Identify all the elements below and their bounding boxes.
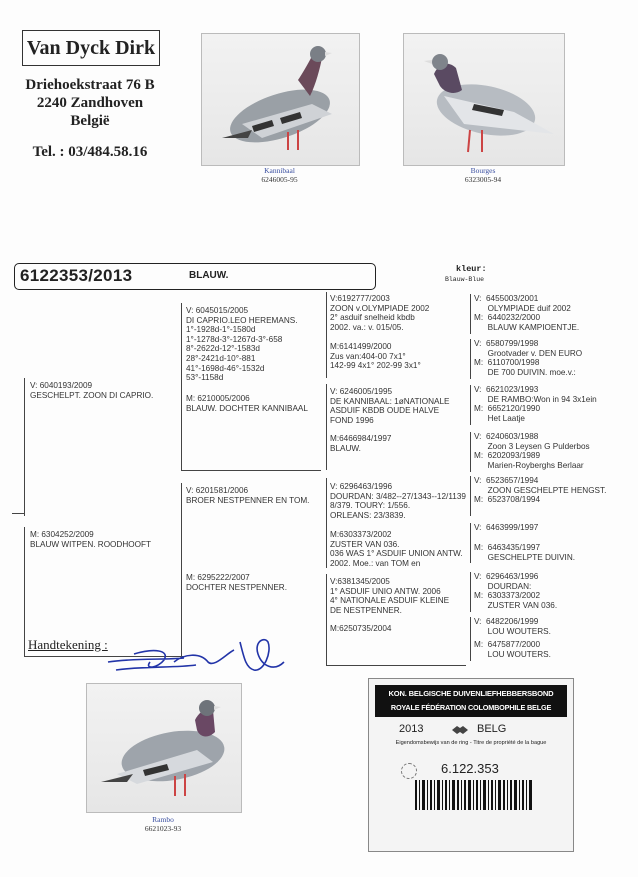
bracket-gen3-1 — [326, 292, 327, 378]
bracket-gen4-7 — [470, 572, 471, 612]
owner-city: 2240 Zandhoven — [36, 95, 144, 111]
gen4-5-m: M: 6523708/1994 — [474, 495, 541, 504]
bracket-gen3-4 — [326, 574, 327, 666]
owner-name: Van Dyck Dirk — [22, 30, 160, 66]
card-caption: Eigendomsbewijs van de ring - Titre de propriété de la bague — [395, 740, 547, 746]
gen3-3: V: 6246005/1995 DE KANNIBAAL: 1øNATIONALE ASDUIF KBDB OUDE HALVE FOND 1996 — [330, 387, 450, 425]
gen4-3-v: V: 6621023/1993 DE RAMBO:Won in 94 3x1ein — [474, 385, 597, 404]
barcode-icon — [415, 780, 535, 810]
ownership-card — [368, 678, 574, 852]
gen4-7-m: M: 6303373/2002 ZUSTER VAN 036. — [474, 591, 558, 610]
owner-country: België — [70, 113, 110, 129]
bracket-gen1-mid — [12, 513, 25, 514]
caption-rambo-ring: 6621023-93 — [144, 824, 182, 833]
gen4-6-m: M: 6463435/1997 GESCHELPTE DUIVIN. — [474, 543, 576, 562]
crest-icon — [451, 723, 469, 735]
gen2-fm: M: 6210005/2006 BLAUW. DOCHTER KANNIBAAL — [186, 394, 308, 413]
bracket-gen3-base — [326, 665, 466, 666]
gen4-8-v: V: 6482206/1999 LOU WOUTERS. — [474, 617, 551, 636]
bracket-gen2-a-base — [181, 470, 321, 471]
photo-kannibaal — [201, 33, 360, 166]
card-country: BELG — [477, 723, 507, 735]
gen1-mother: M: 6304252/2009 BLAUW WITPEN. ROODHOOFT — [30, 530, 151, 549]
gen4-3-m: M: 6652120/1990 Het Laatje — [474, 404, 541, 423]
caption-rambo — [86, 815, 240, 833]
owner-address — [10, 76, 170, 130]
bracket-gen2-b — [181, 483, 182, 656]
bracket-gen2-a — [181, 303, 182, 471]
gen4-4-m: M: 6202093/1989 Marien-Royberghs Berlaar — [474, 451, 584, 470]
gen4-6-v: V: 6463999/1997 — [474, 523, 539, 532]
signature-icon — [104, 632, 294, 678]
gen3-4: M:6466984/1997 BLAUW. — [330, 434, 392, 453]
subject-ring: 6122353/2013 — [20, 266, 133, 285]
caption-kannibaal-ring: 6246005-95 — [261, 175, 298, 184]
bracket-gen1-top — [24, 378, 25, 516]
gen3-6: M:6303373/2002 ZUSTER VAN 036. 036 WAS 1° ASDUIF UNION ANTW. 2002. Moe.: van TOM en — [330, 530, 463, 568]
caption-kannibaal — [201, 166, 358, 184]
bracket-gen4-4 — [470, 432, 471, 472]
gen4-1-m: M: 6440232/2000 BLAUW KAMPIOENTJE. — [474, 313, 580, 332]
signature-label: Handtekening : — [28, 637, 108, 652]
card-hole — [401, 763, 417, 779]
bracket-gen4-1 — [470, 294, 471, 334]
bracket-gen4-2 — [470, 339, 471, 379]
gen4-1-v: V: 6455003/2001 OLYMPIADE duif 2002 — [474, 294, 571, 313]
bracket-gen3-2 — [326, 384, 327, 470]
caption-bourges — [403, 166, 563, 184]
bracket-gen3-3 — [326, 478, 327, 568]
owner-street: Driehoekstraat 76 B — [25, 77, 155, 93]
owner-phone: Tel. : 03/484.58.16 — [32, 144, 148, 160]
photo-rambo — [86, 683, 242, 813]
gen4-2-v: V: 6580799/1998 Grootvader v. DEN EURO — [474, 339, 583, 358]
bracket-gen4-3 — [470, 385, 471, 425]
gen2-ff: V: 6045015/2005 DI CAPRIO.LEO HEREMANS. 1°-1928d-1°-1580d 1°-1278d-3°-1267d-3°-658 8°-2622d-12°-1583d 28°-2421d-10°-881 41°-1698d-46°-1532d 53°-1158d — [186, 306, 298, 383]
caption-bourges-name: Bourges — [470, 166, 496, 175]
gen2-mm: M: 6295222/2007 DOCHTER NESTPENNER. — [186, 573, 287, 592]
card-number: 6.122.353 — [441, 761, 499, 776]
bracket-gen4-6 — [470, 523, 471, 563]
gen3-2: M:6141499/2000 Zus van:404-00 7x1° 142-99 4x1° 202-99 3x1° — [330, 342, 421, 371]
card-line2: ROYALE FÉDÉRATION COLOMBOPHILE BELGE — [390, 703, 552, 712]
pigeon-kannibaal-icon — [202, 34, 359, 165]
gen3-7: V:6381345/2005 1° ASDUIF UNIO ANTW. 2006 4° NATIONALE ASDUIF KLEINE DE NESTPENNER. — [330, 577, 450, 615]
bracket-gen4-8 — [470, 617, 471, 661]
gen1-father: V: 6040193/2009 GESCHELPT. ZOON DI CAPRIO. — [30, 381, 154, 400]
kleur-label: kleur: — [456, 264, 487, 274]
photo-bourges — [403, 33, 565, 166]
gen4-4-v: V: 6240603/1988 Zoon 3 Leysen G Pulderbos — [474, 432, 590, 451]
kleur-value: Blauw-Blue — [445, 276, 485, 283]
gen4-2-m: M: 6110700/1998 DE 700 DUIVIN. moe.v.: — [474, 358, 576, 377]
pigeon-bourges-icon — [404, 34, 564, 165]
pigeon-rambo-icon — [87, 684, 241, 812]
gen4-8-m: M: 6475877/2000 LOU WOUTERS. — [474, 640, 551, 659]
caption-kannibaal-name: Kannibaal — [264, 166, 295, 175]
gen3-8: M:6250735/2004 — [330, 624, 392, 633]
caption-bourges-ring: 6323005-94 — [464, 175, 502, 184]
caption-rambo-name: Rambo — [152, 815, 174, 824]
gen4-5-v: V: 6523657/1994 ZOON GESCHELPTE HENGST. — [474, 476, 607, 495]
card-line1: KON. BELGISCHE DUIVENLIEFHEBBERSBOND — [388, 689, 554, 698]
gen4-7-v: V: 6296463/1996 DOURDAN: — [474, 572, 539, 591]
gen2-mf: V: 6201581/2006 BROER NESTPENNER EN TOM. — [186, 486, 310, 505]
subject-color: BLAUW. — [189, 270, 229, 281]
bracket-gen1-bottom — [24, 527, 25, 657]
gen3-1: V:6192777/2003 ZOON v.OLYMPIADE 2002 2° asduif snelheid kbdb 2002. va.: v. 015/05. — [330, 294, 430, 332]
gen3-5: V: 6296463/1996 DOURDAN: 3/482--27/1343--12/1139 8/379. TOURY: 1/556. ORLEANS: 23/3839. — [330, 482, 466, 520]
card-year: 2013 — [399, 723, 424, 735]
bracket-gen4-5 — [470, 476, 471, 516]
